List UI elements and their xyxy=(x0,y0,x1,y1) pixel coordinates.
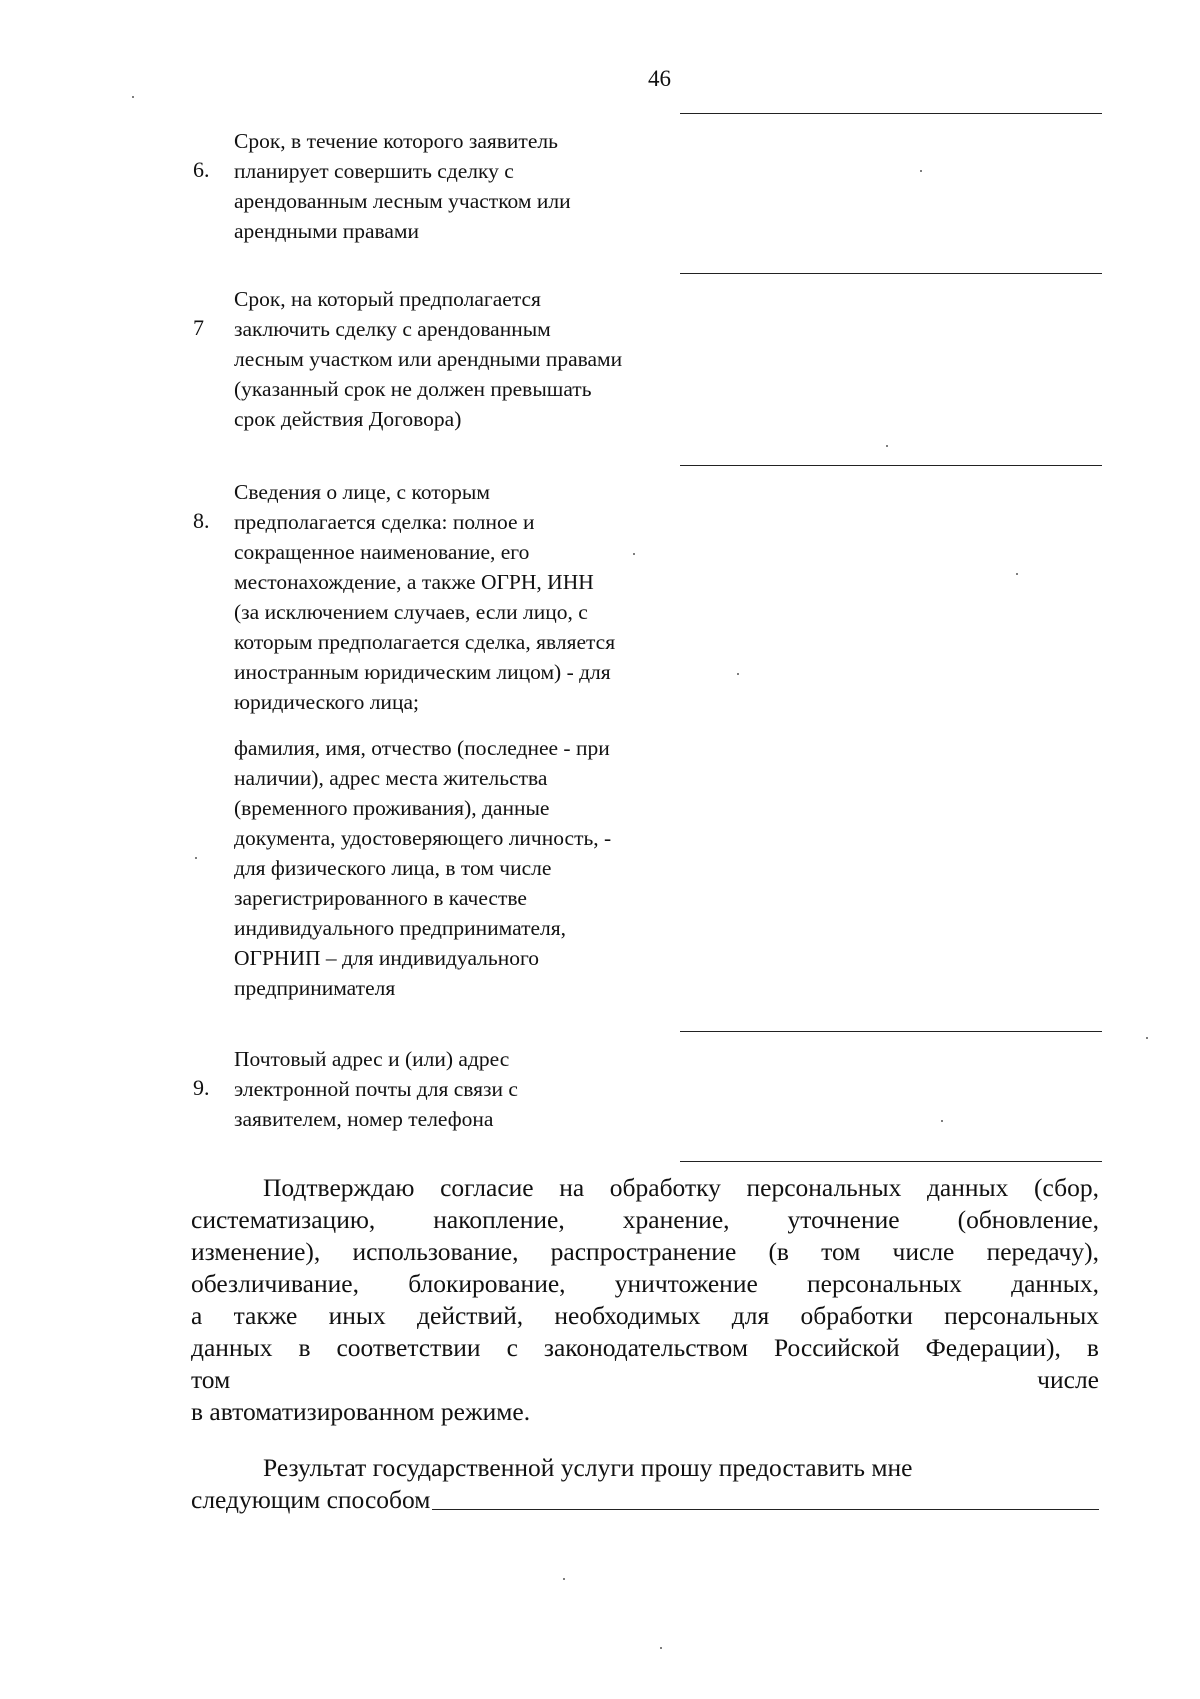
consent-last-line: в автоматизированном режиме. xyxy=(191,1397,531,1426)
field-rule-item-9 xyxy=(680,1161,1102,1162)
word: том xyxy=(821,1237,861,1266)
word: также xyxy=(233,1301,298,1330)
word: накопление, xyxy=(433,1205,565,1234)
page-number: 46 xyxy=(648,66,671,91)
item-number: 9. xyxy=(193,1075,210,1100)
word: использование, xyxy=(352,1237,519,1266)
word: данных, xyxy=(1011,1269,1099,1298)
word: согласие xyxy=(440,1173,534,1202)
word: числе xyxy=(892,1237,955,1266)
word: необходимых xyxy=(554,1301,701,1330)
word: иных xyxy=(328,1301,386,1330)
word: изменение), xyxy=(191,1237,321,1266)
result-line-1: Результат государственной услуги прошу предоставить мне xyxy=(263,1453,913,1482)
word: персональных xyxy=(746,1173,902,1202)
scan-speck xyxy=(660,1647,662,1649)
word: обработки xyxy=(800,1301,913,1330)
word: систематизацию, xyxy=(191,1205,376,1234)
word: хранение, xyxy=(622,1205,730,1234)
scan-speck xyxy=(633,553,635,555)
scan-speck xyxy=(1016,573,1018,575)
word: в xyxy=(298,1333,311,1362)
scan-speck xyxy=(563,1578,565,1580)
word: соответствии xyxy=(336,1333,481,1362)
scan-speck xyxy=(941,1120,943,1122)
result-line-2 xyxy=(191,1484,1099,1516)
consent-line xyxy=(191,1172,1099,1204)
item-number: 8. xyxy=(193,508,210,533)
word: Федерации), xyxy=(925,1333,1061,1362)
consent-line xyxy=(191,1332,1099,1364)
word: Подтверждаю xyxy=(263,1173,415,1202)
word: персональных xyxy=(807,1269,962,1298)
item-label-continuation: фамилия, имя, отчество (последнее - при наличии), адрес места жительства (временного проживания), данные документа, удостоверяющего личность, - для физического лица, в том числе зарегистрированного в качестве индивидуального предпринимателя, ОГРНИП – для индивидуального предпринимателя xyxy=(234,736,612,1000)
word: (сбор, xyxy=(1034,1173,1099,1202)
item-label: Срок, на который предполагается заключить сделку с арендованным лесным участком или арендными правами (указанный срок не должен превышать срок действия Договора) xyxy=(234,287,623,431)
word: в xyxy=(1086,1333,1099,1362)
field-rule-item-6 xyxy=(680,273,1102,274)
scan-speck xyxy=(920,170,922,172)
word: с xyxy=(506,1333,518,1362)
consent-line xyxy=(191,1236,1099,1268)
scan-speck xyxy=(737,673,739,675)
item-number: 7 xyxy=(193,315,204,340)
result-paragraph xyxy=(191,1452,1099,1516)
method-label: следующим способом xyxy=(191,1485,431,1514)
word: том xyxy=(191,1365,231,1394)
word: уничтожение xyxy=(614,1269,758,1298)
word: а xyxy=(191,1301,203,1330)
field-rule-top xyxy=(680,113,1102,114)
word: действий, xyxy=(417,1301,524,1330)
word: персональных xyxy=(944,1301,1099,1330)
word: данных xyxy=(926,1173,1009,1202)
consent-line xyxy=(191,1300,1099,1332)
scan-speck xyxy=(886,445,888,447)
word: обезличивание, xyxy=(191,1269,359,1298)
word: законодательством xyxy=(543,1333,748,1362)
word: на xyxy=(559,1173,585,1202)
item-label: Сведения о лице, с которым предполагается сделка: полное и сокращенное наименование, его местонахождение, а также ОГРН, ИНН (за исключением случаев, если лицо, с которым предполагается сделка, является иностранным юридическим лицом) - для юридического лица; xyxy=(234,480,616,714)
word: числе xyxy=(1037,1365,1099,1394)
word: (в xyxy=(768,1237,789,1266)
word: распространение xyxy=(550,1237,737,1266)
scan-speck xyxy=(1146,1037,1148,1039)
word: данных xyxy=(191,1333,273,1362)
consent-line xyxy=(191,1268,1099,1300)
consent-line xyxy=(191,1204,1099,1236)
scan-speck xyxy=(195,857,197,859)
consent-paragraph xyxy=(191,1172,1099,1428)
method-blank-field[interactable] xyxy=(432,1508,1099,1510)
consent-line xyxy=(191,1364,1099,1396)
item-number: 6. xyxy=(193,157,210,182)
word: Российской xyxy=(773,1333,900,1362)
word: уточнение xyxy=(787,1205,900,1234)
field-rule-item-7 xyxy=(680,465,1102,466)
field-rule-item-8 xyxy=(680,1031,1102,1032)
word: блокирование, xyxy=(408,1269,566,1298)
item-label: Срок, в течение которого заявитель планирует совершить сделку с арендованным лесным участком или арендными правами xyxy=(234,129,571,243)
word: (обновление, xyxy=(957,1205,1099,1234)
word: обработку xyxy=(609,1173,721,1202)
scan-speck xyxy=(132,96,134,98)
word: передачу), xyxy=(986,1237,1099,1266)
word: для xyxy=(731,1301,770,1330)
item-label: Почтовый адрес и (или) адрес электронной почты для связи с заявителем, номер телефона xyxy=(234,1047,518,1131)
